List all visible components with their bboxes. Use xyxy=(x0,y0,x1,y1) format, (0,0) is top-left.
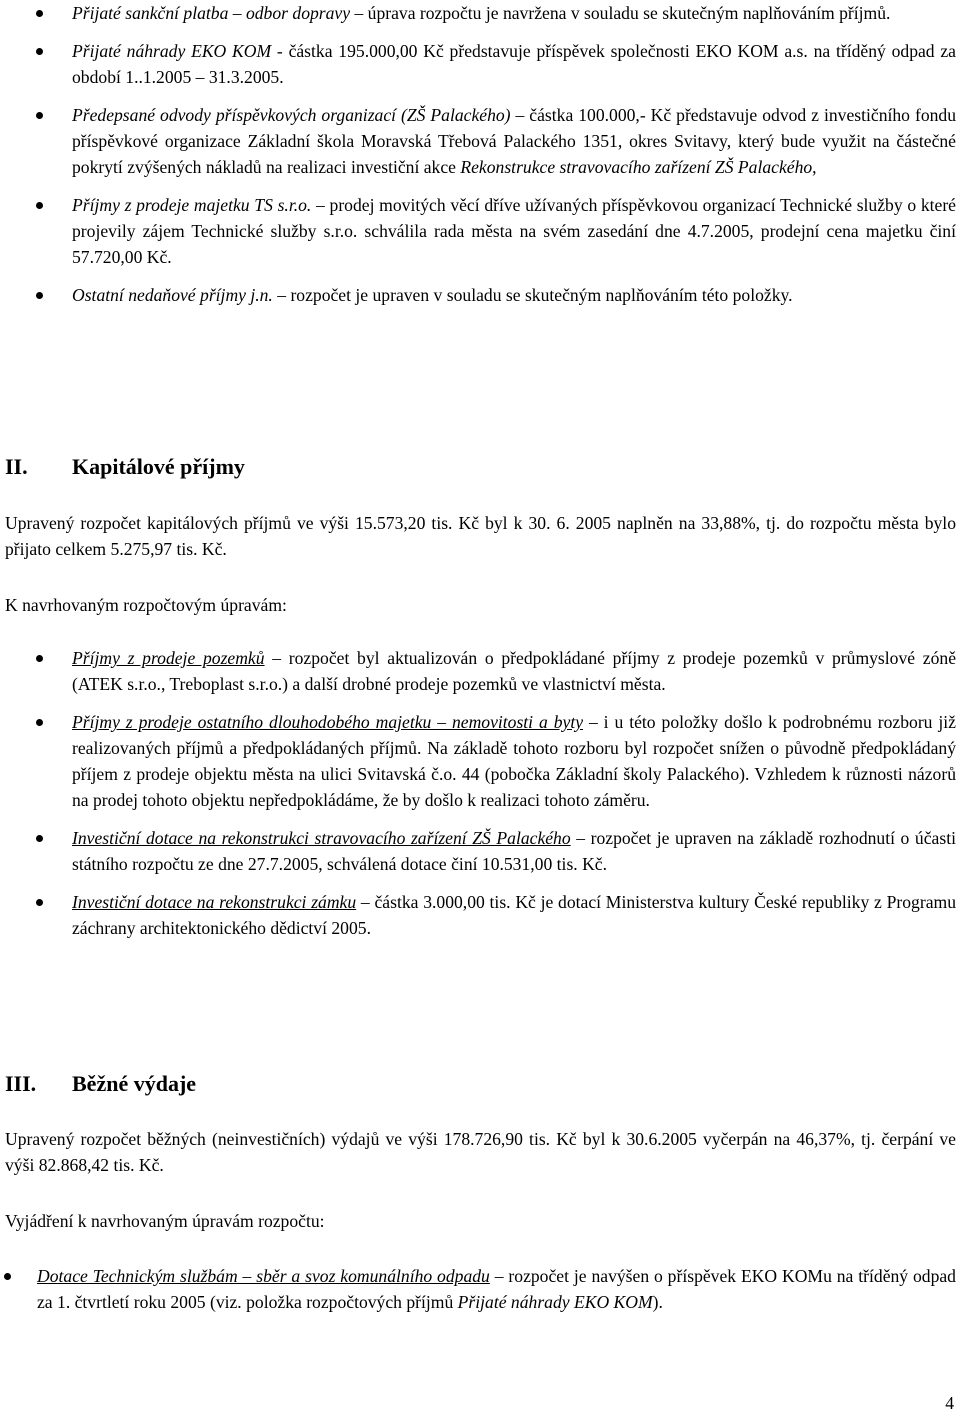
section-number: II. xyxy=(5,454,28,479)
list-item: Investiční dotace na rekonstrukci zámku – částka 3.000,00 tis. Kč je dotací Ministerstva kultury České republiky z Programu záchrany architektonického dědictví 2005. xyxy=(0,889,960,941)
section-heading xyxy=(5,1070,196,1098)
section-title: Kapitálové příjmy xyxy=(72,454,245,479)
section-summary: Upravený rozpočet běžných (neinvestičních) výdajů ve výši 178.726,90 tis. Kč byl k 30.6.2005 vyčerpán na 46,37%, tj. čerpání ve výši 82.868,42 tis. Kč. xyxy=(5,1129,956,1175)
page-number: 4 xyxy=(945,1393,954,1413)
list-item: Přijaté sankční platba – odbor dopravy – úprava rozpočtu je navržena v souladu se skutečným naplňováním příjmů. xyxy=(0,0,960,26)
list-item: Příjmy z prodeje ostatního dlouhodobého majetku – nemovitosti a byty – i u této položky došlo k podrobnému rozboru již realizovaných příjmů a předpokládaných příjmů. Na základě tohoto rozboru byl rozpočet snížen o původně předpokládaný příjem z prodeje objektu města na ulici Svitavská č.o. 44 (pobočka Základní školy Palackého). Vzhledem k různosti názorů na prodej tohoto objektu nepředpokládáme, že by došlo k realizaci tohoto záměru. xyxy=(0,709,960,813)
section-number: III. xyxy=(5,1071,37,1096)
list-item: Předepsané odvody příspěvkových organizací (ZŠ Palackého) – částka 100.000,- Kč představuje odvod z investičního fondu příspěvkové organizace Základní škola Moravská Třebová Palackého 1351, okres Svitavy, který bude využit na částečné pokrytí zvýšených nákladů na realizaci investiční akce Rekonstrukce stravovacího zařízení ZŠ Palackého, xyxy=(0,102,960,180)
list-item: Přijaté náhrady EKO KOM - částka 195.000,00 Kč představuje příspěvek společnosti EKO KOM a.s. na tříděný odpad za období 1..1.2005 – 31.3.2005. xyxy=(0,38,960,90)
capital-revenue-items-list xyxy=(0,645,960,941)
list-item: Dotace Technickým službám – sběr a svoz komunálního odpadu – rozpočet je navýšen o příspěvek EKO KOMu na tříděný odpad za 1. čtvrtletí roku 2005 (viz. položka rozpočtových příjmů Přijaté náhrady EKO KOM). xyxy=(0,1263,960,1315)
proposal-heading: Vyjádření k navrhovaným úpravám rozpočtu: xyxy=(5,1211,325,1231)
list-item: Příjmy z prodeje majetku TS s.r.o. – prodej movitých věcí dříve užívaných příspěvkovou organizací Technické služby o které projevily zájem Technické služby s.r.o. schválila rada města na svém zasedání dne 4.7.2005, prodejní cena majetku činí 57.720,00 Kč. xyxy=(0,192,960,270)
list-item: Příjmy z prodeje pozemků – rozpočet byl aktualizován o předpokládané příjmy z prodeje pozemků v průmyslové zóně (ATEK s.r.o., Treboplast s.r.o.) a další drobné prodeje pozemků ve vlastnictví města. xyxy=(0,645,960,697)
section-heading xyxy=(5,453,245,481)
section-summary: Upravený rozpočet kapitálových příjmů ve výši 15.573,20 tis. Kč byl k 30. 6. 2005 naplněn na 33,88%, tj. do rozpočtu města bylo přijato celkem 5.275,97 tis. Kč. xyxy=(5,513,956,559)
list-item: Investiční dotace na rekonstrukci stravovacího zařízení ZŠ Palackého – rozpočet je upraven na základě rozhodnutí o účasti státního rozpočtu ze dne 27.7.2005, schválená dotace činí 10.531,00 tis. Kč. xyxy=(0,825,960,877)
expense-items-list xyxy=(0,1263,960,1315)
revenue-items-list xyxy=(0,0,960,308)
section-title: Běžné výdaje xyxy=(72,1071,197,1096)
proposal-heading: K navrhovaným rozpočtovým úpravám: xyxy=(5,595,287,615)
list-item: Ostatní nedaňové příjmy j.n. – rozpočet je upraven v souladu se skutečným naplňováním této položky. xyxy=(0,282,960,308)
